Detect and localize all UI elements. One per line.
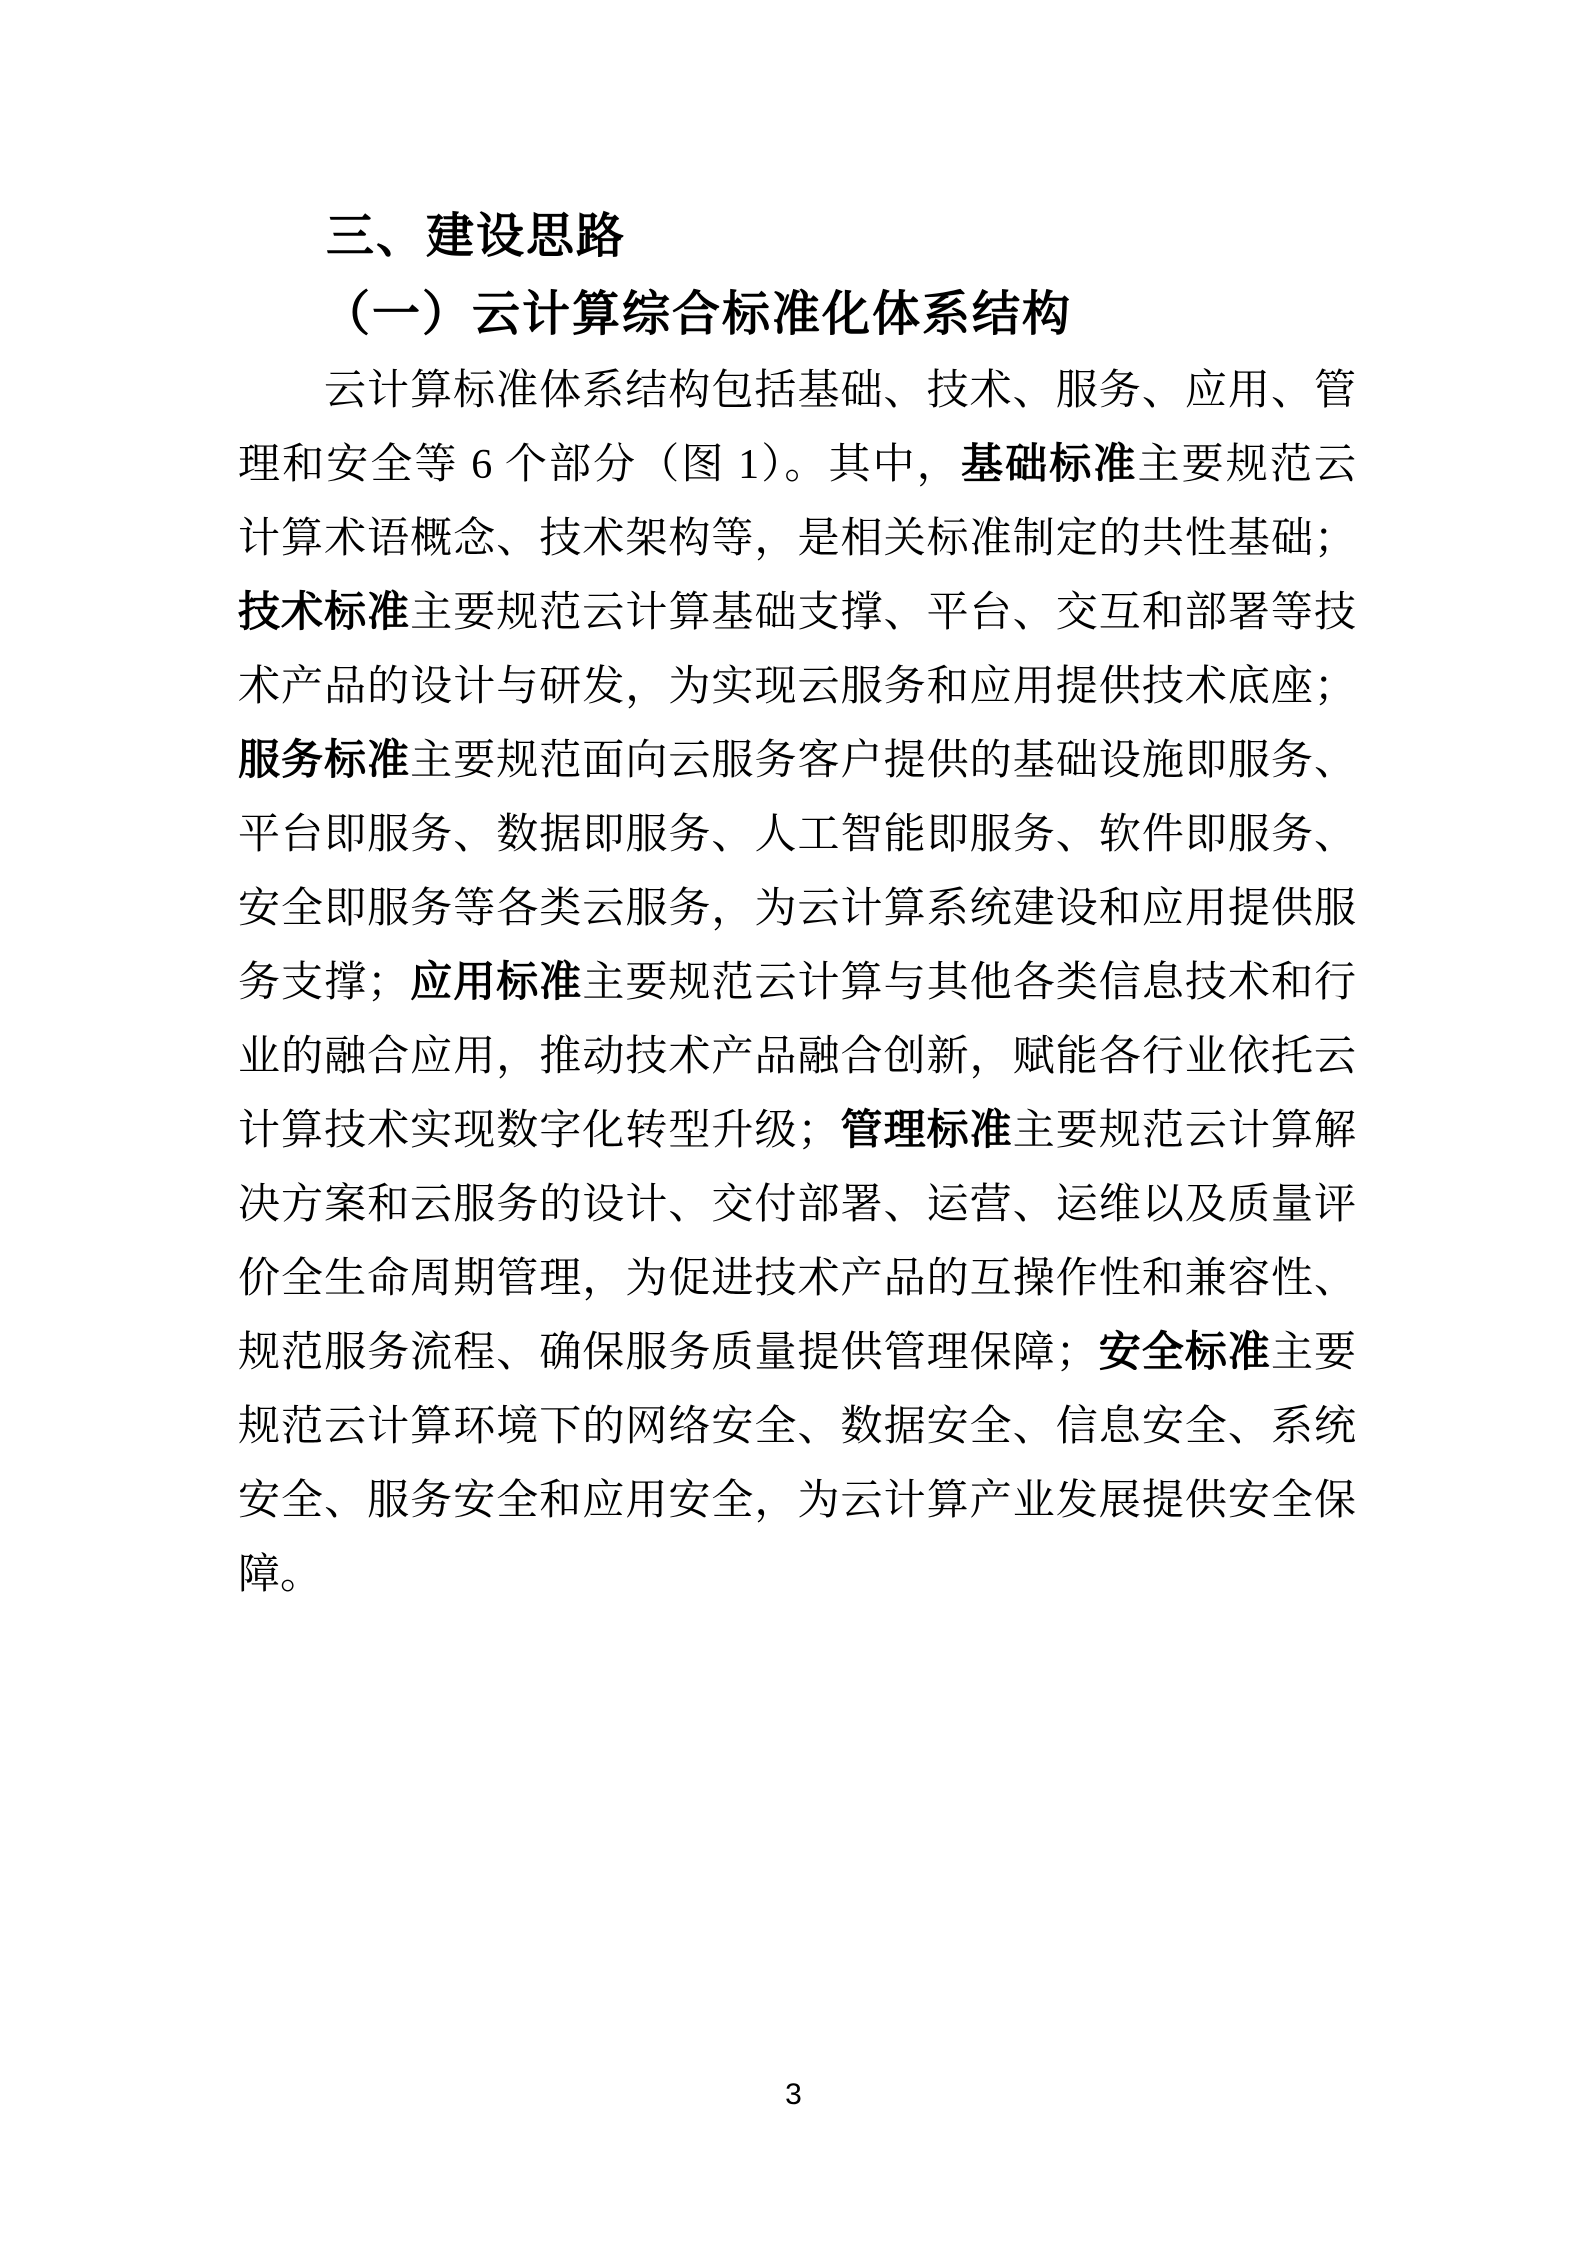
bold-term: 应用标准 — [409, 960, 583, 1006]
body-text: 安全即服务等各类云服务，为云计算系统建设和应用提供服 — [238, 886, 1356, 932]
body-text: 主要规范云计算基础支撑、平台、交互和部署等技 — [410, 590, 1356, 636]
body-text: 务支撑； — [238, 960, 410, 1006]
body-text: 业的融合应用，推动技术产品融合创新，赋能各行业依托云 — [238, 1034, 1356, 1080]
paragraph-line — [238, 1020, 1356, 1094]
section-heading: 三、建设思路 — [326, 210, 627, 263]
body-text: 主要规范云计算解 — [1012, 1108, 1356, 1154]
paragraph-line — [238, 1168, 1356, 1242]
bold-term: 管理标准 — [839, 1108, 1013, 1154]
body-text: 主要规范面向云服务客户提供的基础设施即服务、 — [410, 738, 1356, 784]
body-text: 术产品的设计与研发，为实现云服务和应用提供技术底座； — [238, 664, 1356, 710]
body-text: 云计算标准体系结构包括基础、技术、服务、应用、管 — [324, 368, 1356, 414]
body-text: 计算术语概念、技术架构等，是相关标准制定的共性基础； — [238, 516, 1356, 562]
body-text: 规范云计算环境下的网络安全、数据安全、信息安全、系统 — [238, 1404, 1356, 1450]
paragraph-line — [238, 946, 1356, 1020]
paragraph-line — [238, 428, 1356, 502]
paragraph-line — [238, 1242, 1356, 1316]
body-text: 主要规范云 — [1137, 442, 1356, 488]
paragraph-line — [238, 1316, 1356, 1390]
body-text: 主要规范云计算与其他各类信息技术和行 — [582, 960, 1356, 1006]
paragraph-line — [238, 354, 1356, 428]
body-text: 决方案和云服务的设计、交付部署、运营、运维以及质量评 — [238, 1182, 1356, 1228]
document-content — [238, 198, 1356, 1612]
paragraph-line — [238, 872, 1356, 946]
body-text: 价全生命周期管理，为促进技术产品的互操作性和兼容性、 — [238, 1256, 1356, 1302]
paragraph-line — [238, 1538, 1356, 1612]
paragraph-line — [238, 798, 1356, 872]
page-number: 3 — [785, 2078, 802, 2111]
body-text: 平台即服务、数据即服务、人工智能即服务、软件即服务、 — [238, 812, 1356, 858]
body-paragraph — [238, 354, 1356, 1612]
bold-term: 服务标准 — [238, 738, 411, 784]
paragraph-line — [238, 650, 1356, 724]
body-text: 障。 — [238, 1552, 323, 1598]
bold-term: 安全标准 — [1097, 1330, 1271, 1376]
subsection-heading: （一）云计算综合标准化体系结构 — [322, 288, 1073, 341]
paragraph-line — [238, 1464, 1356, 1538]
paragraph-line — [238, 502, 1356, 576]
paragraph-line — [238, 1094, 1356, 1168]
body-text: 理和安全等 6 个部分（图 1）。其中， — [238, 442, 961, 488]
bold-term: 基础标准 — [960, 442, 1138, 488]
paragraph-line — [238, 724, 1356, 798]
body-text: 主要 — [1270, 1330, 1356, 1376]
paragraph-line — [238, 1390, 1356, 1464]
body-text: 计算技术实现数字化转型升级； — [238, 1108, 840, 1154]
body-text: 规范服务流程、确保服务质量提供管理保障； — [238, 1330, 1098, 1376]
paragraph-line — [238, 576, 1356, 650]
body-text: 安全、服务安全和应用安全，为云计算产业发展提供安全保 — [238, 1478, 1356, 1524]
bold-term: 技术标准 — [238, 590, 411, 636]
